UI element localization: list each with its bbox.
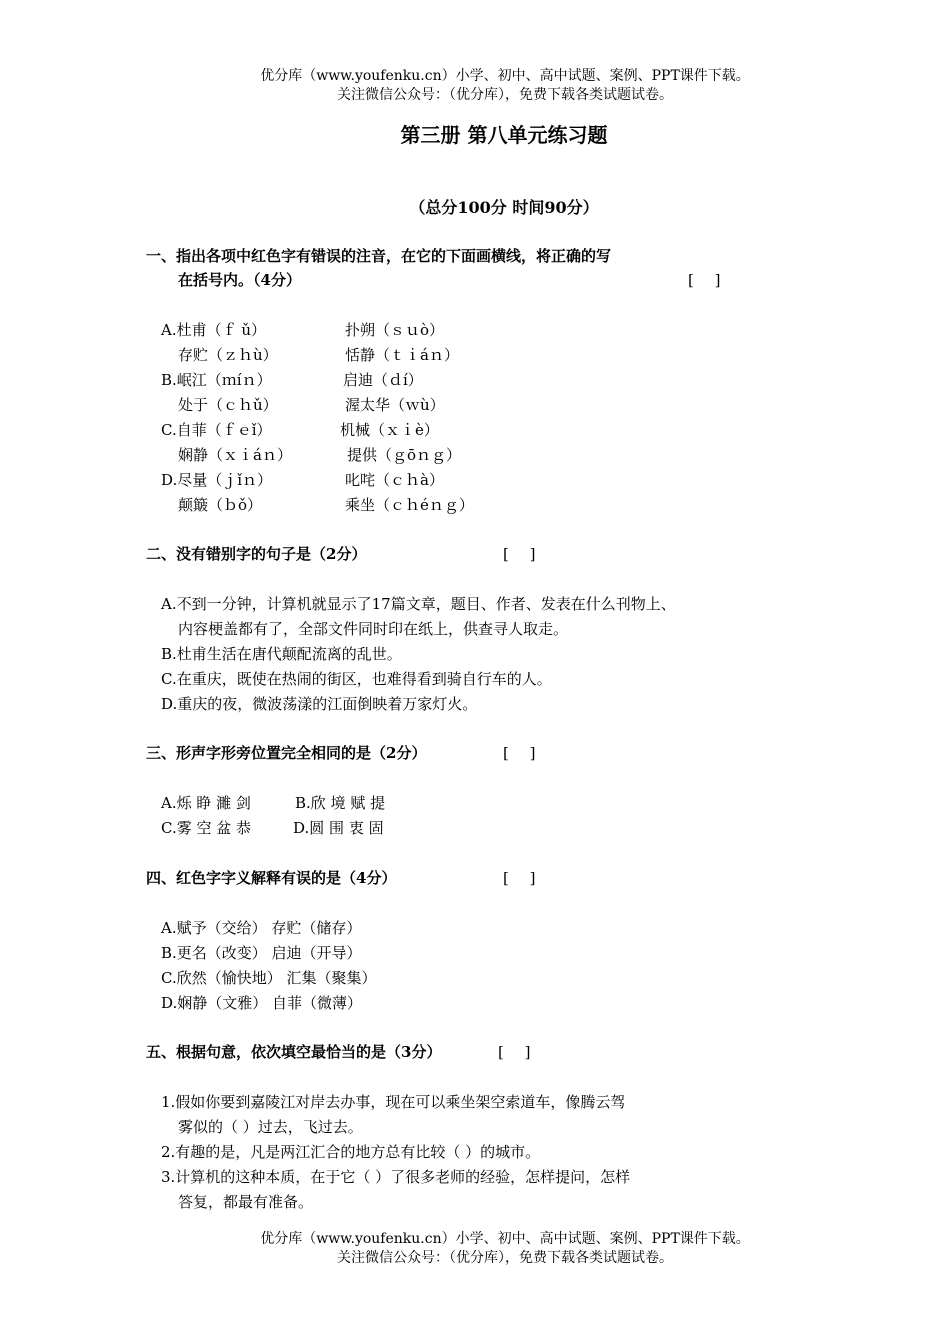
q5-item-1-cont: 雾似的（ ）过去，飞过去。 (178, 1118, 363, 1136)
q3-answer-bracket: [ ] (503, 744, 544, 762)
footer-line-2: 关注微信公众号：（优分库），免费下载各类试题试卷。 (337, 1250, 673, 1266)
q2-option-d: D.重庆的夜，微波荡漾的江面倒映着万家灯火。 (161, 695, 478, 713)
q1-option-b3: 处于（ｃｈǔ） (178, 396, 278, 414)
q5-item-3-cont: 答复，都最有准备。 (178, 1193, 314, 1211)
page-title: 第三册 第八单元练习题 (400, 123, 608, 147)
q5-item-1: 1.假如你要到嘉陵江对岸去办事，现在可以乘坐架空索道车，像腾云驾 (161, 1093, 626, 1111)
q1-option-d1: D.尽量（ｊǐｎ） (161, 471, 273, 489)
q3-option-a: A.烁 睁 濉 剑 (161, 794, 251, 812)
q5-answer-bracket: [ ] (498, 1043, 539, 1061)
q5-heading: 五、根据句意，依次填空最恰当的是（3分） (146, 1043, 442, 1061)
q3-option-c: C.雾 空 盆 恭 (161, 819, 252, 837)
header-line-2: 关注微信公众号：（优分库），免费下载各类试题试卷。 (337, 87, 673, 103)
q4-option-c: C.欣然（愉快地） 汇集（聚集） (161, 969, 377, 987)
q2-option-a: A.不到一分钟，计算机就显示了17篇文章，题目、作者、发表在什么刊物上、 (161, 595, 676, 613)
q3-heading: 三、形声字形旁位置完全相同的是（2分） (146, 744, 427, 762)
q4-option-b: B.更名（改变） 启迪（开导） (161, 944, 362, 962)
q2-option-a-cont: 内容梗盖都有了，全部文件同时印在纸上，供查寻人取走。 (178, 620, 569, 638)
q1-option-b1: B.岷江（ｍíｎ） (161, 371, 272, 389)
q1-option-d4: 乘坐（ｃｈéｎｇ） (345, 496, 474, 514)
q2-option-c: C.在重庆，既使在热闹的街区，也难得看到骑自行车的人。 (161, 670, 552, 688)
q2-heading: 二、没有错别字的句子是（2分） (146, 545, 367, 563)
q5-item-3: 3.计算机的这种本质，在于它（ ）了很多老师的经验，怎样提问，怎样 (161, 1168, 631, 1186)
q4-answer-bracket: [ ] (503, 869, 544, 887)
q3-option-d: D.圆 围 衷 固 (293, 819, 384, 837)
q1-option-a1: A.杜甫（ｆ ǔ） (161, 321, 267, 339)
q1-option-d3: 颠簸（ｂǒ） (178, 496, 263, 514)
q1-option-d2: 叱咤（ｃｈà） (345, 471, 444, 489)
q1-heading-line-1: 一、指出各项中红色字有错误的注音，在它的下面画横线，将正确的写 (146, 247, 612, 265)
footer-line-1: 优分库（www.youfenku.cn）小学、初中、高中试题、案例、PPT课件下载。 (260, 1231, 750, 1247)
q1-option-b2: 启迪（ｄí） (343, 371, 423, 389)
q5-item-2: 2.有趣的是，凡是两江汇合的地方总有比较（ ）的城市。 (161, 1143, 541, 1161)
q3-option-b: B.欣 境 赋 提 (295, 794, 386, 812)
q1-option-c3: 娴静（ｘｉáｎ） (178, 446, 292, 464)
q2-option-b: B.杜甫生活在唐代颠配流离的乱世。 (161, 645, 402, 663)
q2-answer-bracket: [ ] (503, 545, 544, 563)
header-line-1: 优分库（www.youfenku.cn）小学、初中、高中试题、案例、PPT课件下载。 (260, 68, 750, 84)
q1-option-c2: 机械（ｘｉè） (340, 421, 439, 439)
q4-option-d: D.娴静（文雅） 自菲（微薄） (161, 994, 363, 1012)
q1-option-c1: C.自菲（ｆｅǐ） (161, 421, 272, 439)
q1-option-a2: 扑朔（ｓｕò） (345, 321, 445, 339)
page-subtitle: （总分100分 时间90分） (409, 198, 599, 217)
q1-heading-line-2: 在括号内。（4分） (178, 271, 301, 289)
q1-option-b4: 渥太华（ｗù） (345, 396, 445, 414)
q4-option-a: A.赋予（交给） 存贮（储存） (161, 919, 362, 937)
q1-answer-bracket: [ ] (688, 271, 729, 289)
q1-option-c4: 提供（ｇōｎｇ） (347, 446, 462, 464)
q1-option-a4: 恬静（ｔｉáｎ） (345, 346, 459, 364)
q1-option-a3: 存贮（ｚｈù） (178, 346, 278, 364)
q4-heading: 四、红色字字义解释有误的是（4分） (146, 869, 397, 887)
